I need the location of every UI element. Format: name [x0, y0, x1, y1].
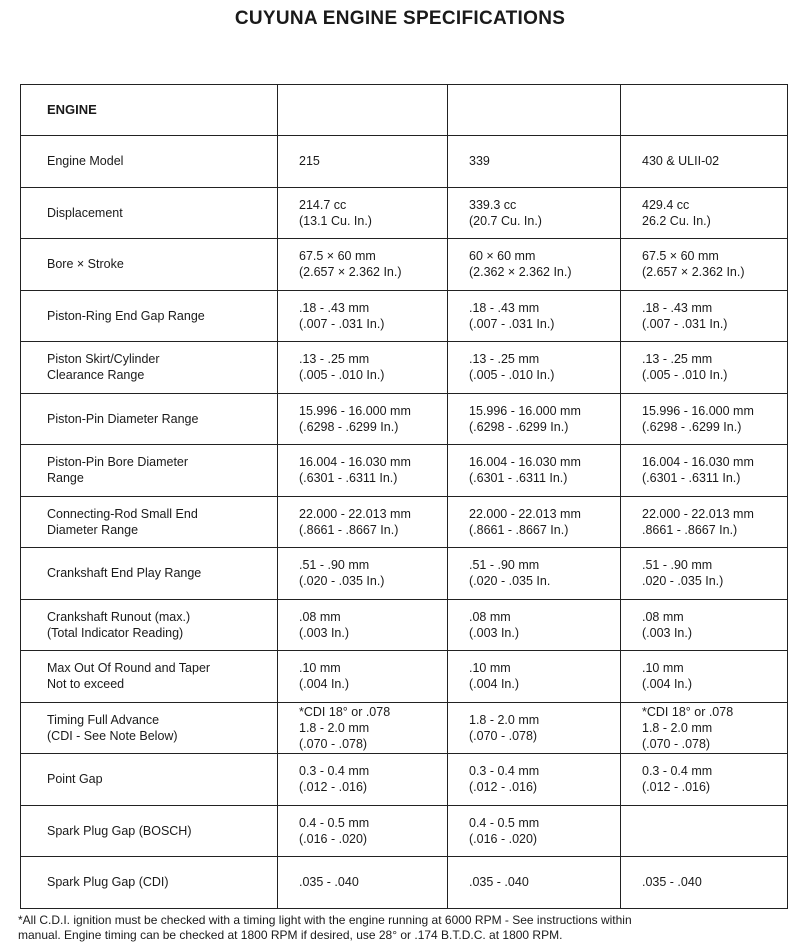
table-row	[21, 445, 788, 497]
header-cell-339	[448, 85, 621, 136]
header-cell-430	[621, 85, 788, 136]
value-cell: .13 - .25 mm (.005 - .010 In.)	[278, 342, 448, 394]
row-label: Point Gap	[21, 754, 278, 806]
row-label: Piston Skirt/Cylinder Clearance Range	[21, 342, 278, 394]
footnote-line-1: *All C.D.I. ignition must be checked with a timing light with the engine running at 6000 RPM - See instructions within	[18, 913, 632, 927]
row-label: Piston-Ring End Gap Range	[21, 290, 278, 342]
value-cell: 67.5 × 60 mm (2.657 × 2.362 In.)	[278, 239, 448, 291]
value-cell: *CDI 18° or .078 1.8 - 2.0 mm (.070 - .078)	[278, 702, 448, 754]
table-row	[21, 599, 788, 651]
value-cell: 430 & ULII-02	[621, 136, 788, 188]
row-label: Max Out Of Round and Taper Not to exceed	[21, 651, 278, 703]
spec-table-body	[21, 85, 788, 909]
value-cell: 15.996 - 16.000 mm (.6298 - .6299 In.)	[278, 393, 448, 445]
table-row	[21, 496, 788, 548]
value-cell: .10 mm (.004 In.)	[621, 651, 788, 703]
footnote-line-2: manual. Engine timing can be checked at 1800 RPM if desired, use 28° or .174 B.T.D.C. at 1800 RPM.	[18, 928, 563, 942]
value-cell: .18 - .43 mm (.007 - .031 In.)	[621, 290, 788, 342]
row-label: Piston-Pin Diameter Range	[21, 393, 278, 445]
header-cell-engine: ENGINE	[21, 85, 278, 136]
table-row	[21, 857, 788, 909]
table-row	[21, 393, 788, 445]
value-cell: 1.8 - 2.0 mm (.070 - .078)	[448, 702, 621, 754]
value-cell: 339	[448, 136, 621, 188]
value-cell: .08 mm (.003 In.)	[448, 599, 621, 651]
value-cell: 16.004 - 16.030 mm (.6301 - .6311 In.)	[448, 445, 621, 497]
value-cell: .51 - .90 mm (.020 - .035 In.	[448, 548, 621, 600]
row-label: Connecting-Rod Small End Diameter Range	[21, 496, 278, 548]
table-row	[21, 187, 788, 239]
value-cell: *CDI 18° or .078 1.8 - 2.0 mm (.070 - .078)	[621, 702, 788, 754]
value-cell: 339.3 cc (20.7 Cu. In.)	[448, 187, 621, 239]
value-cell: .10 mm (.004 In.)	[278, 651, 448, 703]
value-cell: 16.004 - 16.030 mm (.6301 - .6311 In.)	[278, 445, 448, 497]
value-cell: .51 - .90 mm (.020 - .035 In.)	[278, 548, 448, 600]
row-label: Timing Full Advance (CDI - See Note Below)	[21, 702, 278, 754]
value-cell: 16.004 - 16.030 mm (.6301 - .6311 In.)	[621, 445, 788, 497]
table-row	[21, 754, 788, 806]
header-cell-215	[278, 85, 448, 136]
value-cell: 22.000 - 22.013 mm .8661 - .8667 In.)	[621, 496, 788, 548]
table-row	[21, 239, 788, 291]
value-cell: 60 × 60 mm (2.362 × 2.362 In.)	[448, 239, 621, 291]
row-label: Engine Model	[21, 136, 278, 188]
value-cell: .18 - .43 mm (.007 - .031 In.)	[278, 290, 448, 342]
table-row	[21, 702, 788, 754]
value-cell: 22.000 - 22.013 mm (.8661 - .8667 In.)	[448, 496, 621, 548]
row-label: Piston-Pin Bore Diameter Range	[21, 445, 278, 497]
value-cell: .10 mm (.004 In.)	[448, 651, 621, 703]
value-cell: 0.4 - 0.5 mm (.016 - .020)	[278, 805, 448, 857]
value-cell: .08 mm (.003 In.)	[278, 599, 448, 651]
row-label: Displacement	[21, 187, 278, 239]
value-cell: .08 mm (.003 In.)	[621, 599, 788, 651]
value-cell: 0.4 - 0.5 mm (.016 - .020)	[448, 805, 621, 857]
value-cell: 0.3 - 0.4 mm (.012 - .016)	[278, 754, 448, 806]
value-cell: 429.4 cc 26.2 Cu. In.)	[621, 187, 788, 239]
table-header-row	[21, 85, 788, 136]
value-cell: 215	[278, 136, 448, 188]
footnote	[18, 913, 800, 943]
value-cell: .035 - .040	[448, 857, 621, 909]
page-title: CUYUNA ENGINE SPECIFICATIONS	[234, 8, 566, 29]
value-cell: 15.996 - 16.000 mm (.6298 - .6299 In.)	[621, 393, 788, 445]
engine-spec-table	[20, 84, 788, 909]
table-row	[21, 136, 788, 188]
value-cell: .18 - .43 mm (.007 - .031 In.)	[448, 290, 621, 342]
value-cell: .035 - .040	[621, 857, 788, 909]
value-cell: .035 - .040	[278, 857, 448, 909]
table-row	[21, 548, 788, 600]
row-label: Crankshaft Runout (max.) (Total Indicator Reading)	[21, 599, 278, 651]
table-row	[21, 290, 788, 342]
value-cell: 67.5 × 60 mm (2.657 × 2.362 In.)	[621, 239, 788, 291]
value-cell: .13 - .25 mm (.005 - .010 In.)	[621, 342, 788, 394]
table-row	[21, 651, 788, 703]
value-cell: 0.3 - 0.4 mm (.012 - .016)	[621, 754, 788, 806]
value-cell: 214.7 cc (13.1 Cu. In.)	[278, 187, 448, 239]
value-cell: 0.3 - 0.4 mm (.012 - .016)	[448, 754, 621, 806]
table-row	[21, 342, 788, 394]
value-cell	[621, 805, 788, 857]
value-cell: 15.996 - 16.000 mm (.6298 - .6299 In.)	[448, 393, 621, 445]
row-label: Bore × Stroke	[21, 239, 278, 291]
row-label: Spark Plug Gap (CDI)	[21, 857, 278, 909]
value-cell: .51 - .90 mm .020 - .035 In.)	[621, 548, 788, 600]
row-label: Crankshaft End Play Range	[21, 548, 278, 600]
table-row	[21, 805, 788, 857]
value-cell: .13 - .25 mm (.005 - .010 In.)	[448, 342, 621, 394]
row-label: Spark Plug Gap (BOSCH)	[21, 805, 278, 857]
value-cell: 22.000 - 22.013 mm (.8661 - .8667 In.)	[278, 496, 448, 548]
